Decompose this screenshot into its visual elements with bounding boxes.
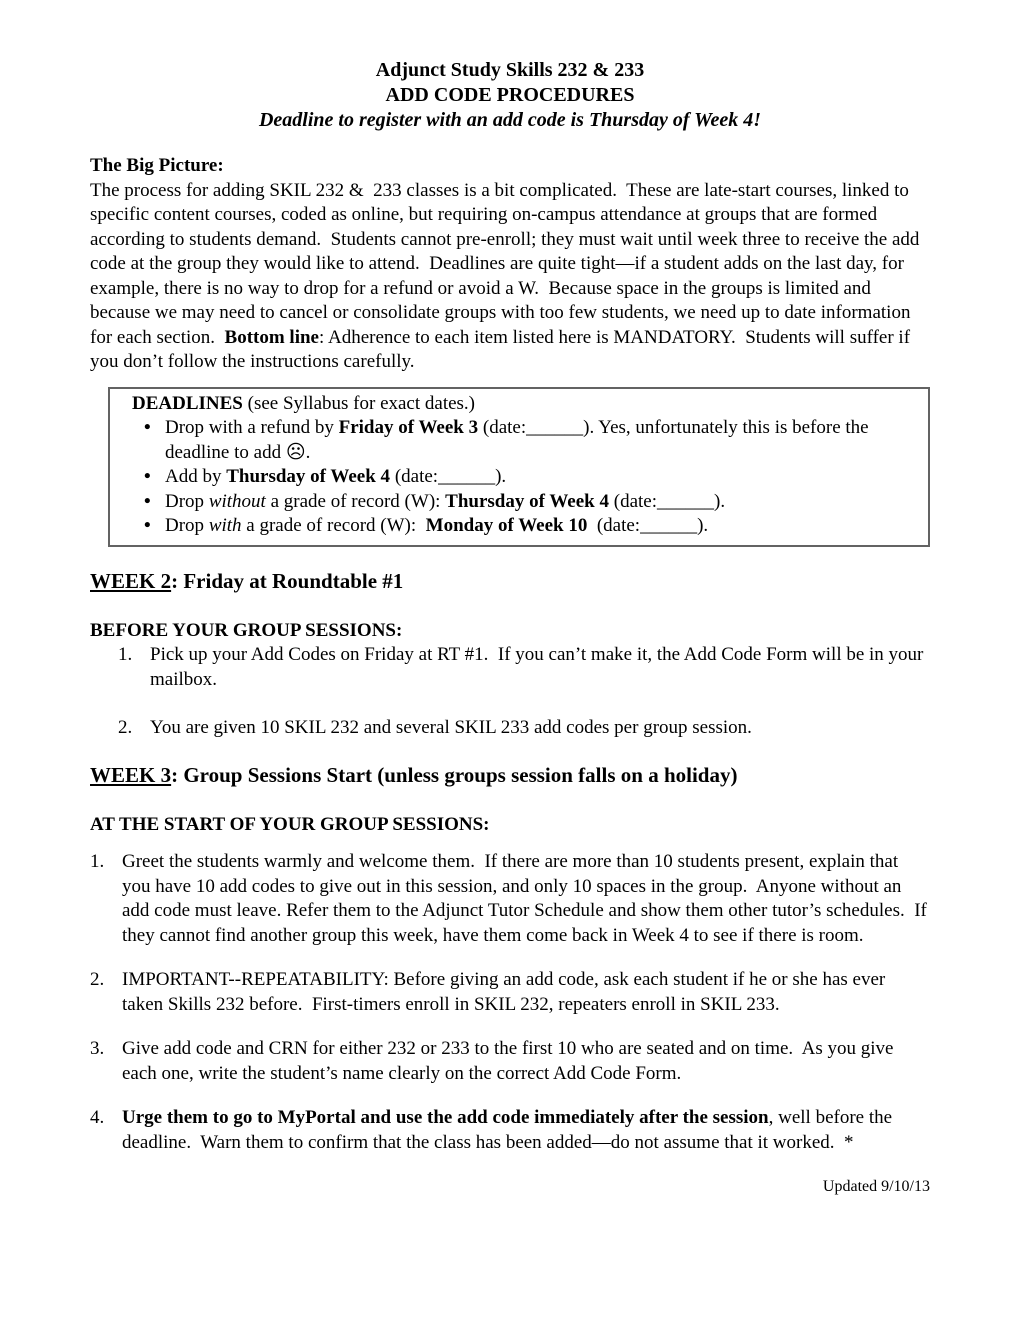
text-segment: IMPORTANT--REPEATABILITY: Before giving an add code, ask each student if he or she has ever taken Skills 232 before. First-timers enroll in SKIL 232, repeaters enroll in SKIL 233. (122, 969, 890, 1015)
list-item-text: You are given 10 SKIL 232 and several SKIL 233 add codes per group session. (150, 717, 752, 738)
text-segment: Friday of Week 3 (338, 417, 479, 438)
at-start-heading: AT THE START OF YOUR GROUP SESSIONS: (90, 813, 490, 835)
text-segment: Drop (165, 515, 209, 536)
doc-header (90, 58, 930, 133)
text-segment: : Friday at Roundtable #1 (171, 568, 404, 593)
text-segment: (date:______). (390, 466, 507, 487)
numbered-list-item (118, 716, 930, 741)
big-picture-paragraph (90, 179, 930, 375)
bullet-item-text (165, 515, 708, 536)
text-segment: (see Syllabus for exact dates.) (242, 392, 476, 414)
bullet-list-item (132, 514, 912, 539)
deadlines-box (108, 387, 930, 547)
updated-date: Updated 9/10/13 (822, 1178, 930, 1195)
text-segment: Monday of Week 10 (425, 515, 588, 536)
before-sessions-list (118, 643, 930, 741)
week2-heading (90, 569, 930, 594)
text-segment: WEEK 2 (90, 568, 172, 593)
text-segment: (date:______). (609, 490, 726, 512)
text-segment: without (208, 490, 266, 512)
text-segment: a grade of record (W): (241, 515, 426, 536)
list-item-text (122, 968, 930, 1017)
doc-title-line1: Adjunct Study Skills 232 & 233 (375, 59, 645, 81)
numbered-list-item (90, 1037, 930, 1086)
text-segment: Drop (165, 490, 209, 512)
numbered-list-item (90, 968, 930, 1017)
bullet-item-text (165, 491, 725, 512)
text-segment: a grade of record (W): (265, 490, 446, 512)
text-segment: WEEK 3 (90, 762, 172, 787)
text-segment: Thursday of Week 4 (226, 466, 391, 487)
text-segment: (date:______). Yes, unfortunately this is before the deadline to add ☹. (165, 417, 874, 463)
text-segment: Urge them to go to MyPortal and use the add code immediately after the session (122, 1107, 769, 1128)
text-segment: The process for adding SKIL 232 & 233 classes is a bit complicated. These are late-start courses, linked to specific content courses, coded as online, but requiring on-campus attendance at groups that are formed according to students demand. Students cannot pre-enroll; they must wait until week three to receive the add code at the group they would like to attend. Deadlines are quite tight—if a student adds on the last day, for example, there is no way to drop for a refund or avoid a W. Because space in the groups is limited and because we may need to cancel or consolidate groups with too few students, we need up to date information for each section. (90, 179, 925, 348)
doc-footer (90, 1177, 930, 1197)
bullet-item-text (165, 417, 873, 463)
numbered-list-item (118, 643, 930, 692)
text-segment: (date:______). (587, 515, 709, 536)
text-segment: Drop with a refund by (165, 417, 339, 438)
numbered-list-item (90, 850, 930, 948)
list-item-number: 2. (90, 969, 105, 990)
list-item-number: 1. (118, 644, 133, 665)
text-segment: : Group Sessions Start (unless groups session falls on a holiday) (171, 762, 738, 787)
list-item-text: Pick up your Add Codes on Friday at RT #1. If you can’t make it, the Add Code Form will be in your mailbox. (150, 644, 929, 690)
doc-subtitle: Deadline to register with an add code is Thursday of Week 4! (258, 109, 762, 131)
list-item-text (122, 1106, 930, 1155)
week3-heading (90, 763, 930, 788)
text-segment: : Adherence to each item listed here is MANDATORY. Students will suffer if you don’t follow the instructions carefully. (90, 326, 915, 372)
bullet-list-item (132, 490, 912, 515)
list-item-number: 3. (90, 1038, 105, 1059)
bullet-list-item (132, 465, 912, 490)
deadlines-heading (132, 392, 912, 417)
bullet-item-text (165, 466, 506, 487)
text-segment: Bottom line (224, 326, 319, 348)
numbered-list-item (90, 1106, 930, 1155)
list-item-text (122, 1037, 930, 1086)
list-item-number: 4. (90, 1107, 105, 1128)
before-sessions-heading: BEFORE YOUR GROUP SESSIONS: (90, 619, 403, 641)
text-segment: Greet the students warmly and welcome them. If there are more than 10 students present, explain that you have 10 add codes to give out in this session, and only 10 spaces in the group. Anyone without an add code must leave. Refer them to the Adjunct Tutor Schedule and show them other tutor’s schedules. If they cannot find another group this week, have them come back in Week 4 to see if there is room. (122, 851, 932, 946)
doc-title-line2: ADD CODE PROCEDURES (385, 84, 635, 106)
deadlines-bullet-list (132, 416, 912, 539)
text-segment: Add by (165, 466, 227, 487)
text-segment: Thursday of Week 4 (445, 490, 609, 512)
bullet-list-item (132, 416, 912, 465)
big-picture-heading: The Big Picture: (90, 155, 224, 176)
list-item-number: 1. (90, 851, 105, 872)
text-segment: DEADLINES (132, 392, 243, 414)
text-segment: , well before the deadline. Warn them to confirm that the class has been added—do not assume that it worked. * (122, 1107, 897, 1153)
list-item-text (122, 850, 930, 948)
text-segment: with (208, 515, 242, 536)
text-segment: Give add code and CRN for either 232 or 233 to the first 10 who are seated and on time. As you give each one, write the student’s name clearly on the correct Add Code Form. (122, 1038, 899, 1084)
at-start-list (90, 850, 930, 1155)
list-item-number: 2. (118, 717, 133, 738)
